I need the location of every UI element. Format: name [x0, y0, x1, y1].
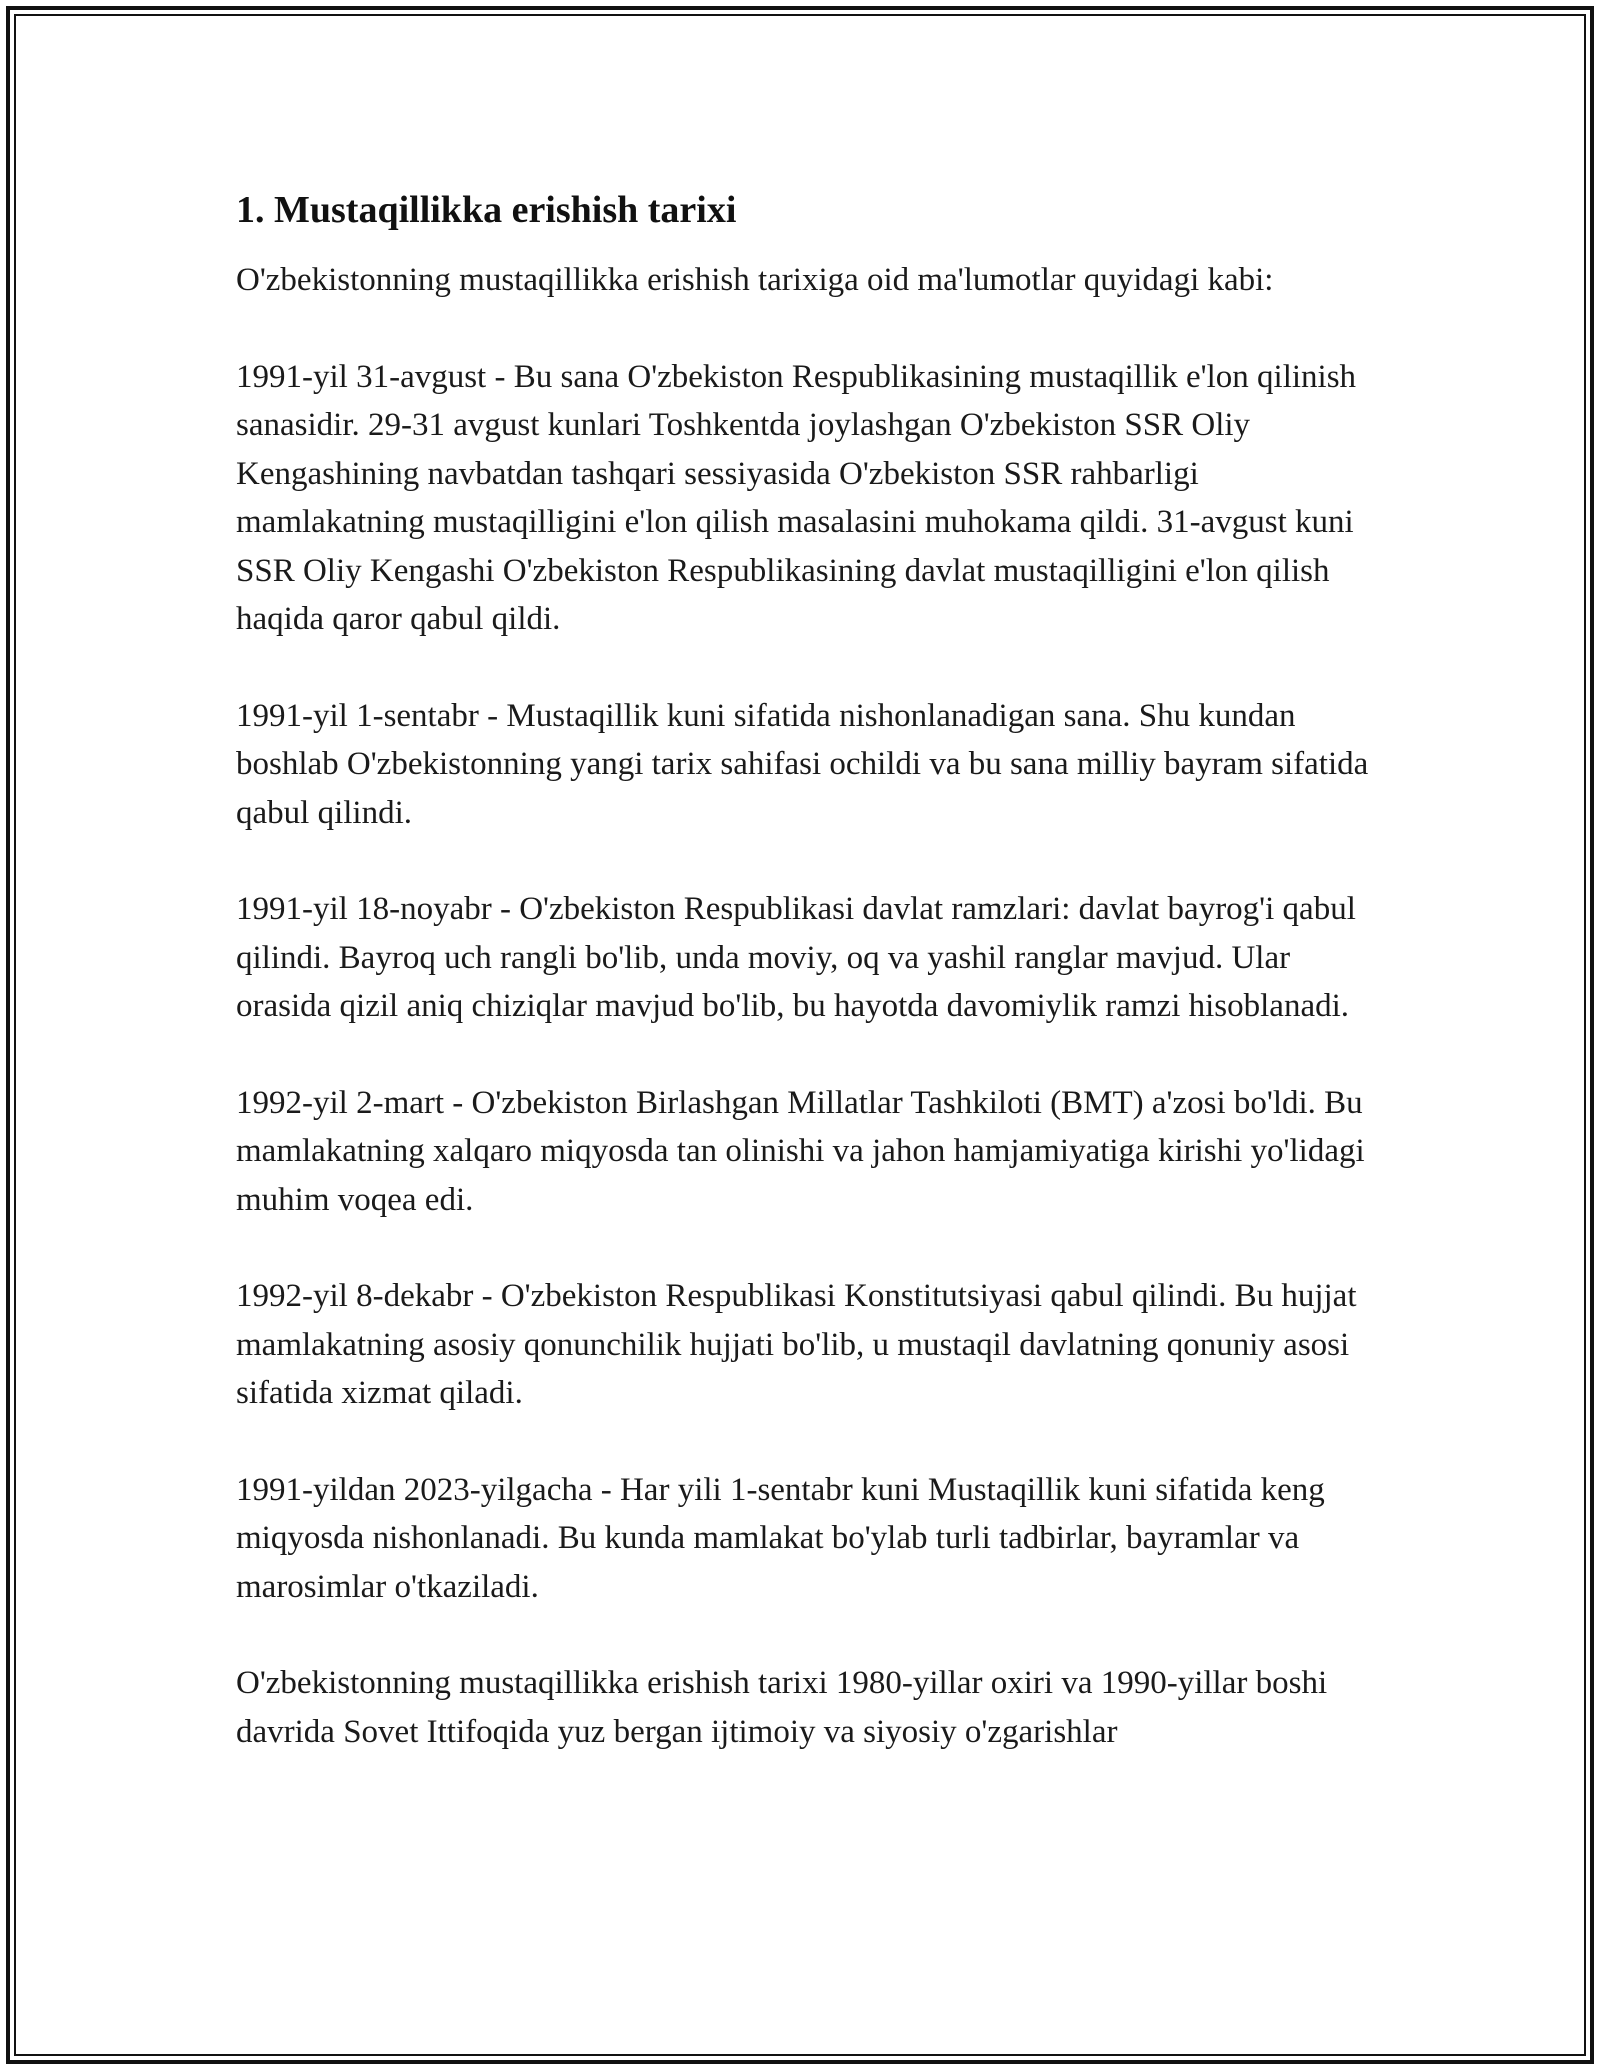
- section-title: 1. Mustaqillikka erishish tarixi: [236, 189, 737, 231]
- paragraph-1991-september: 1991-yil 1-sentabr - Mustaqillik kuni sifatida nishonlanadigan sana. Shu kundan boshlab O'zbekistonning yangi tarix sahifasi ochildi va bu sana milliy bayram sifatida qabul qilindi.: [236, 697, 1369, 831]
- document-body: [236, 186, 1376, 1804]
- intro-paragraph: O'zbekistonning mustaqillikka erishish tarixiga oid ma'lumotlar quyidagi kabi:: [236, 262, 1274, 298]
- paragraph-1992-december: 1992-yil 8-dekabr - O'zbekiston Respublikasi Konstitutsiyasi qabul qilindi. Bu hujjat mamlakatning asosiy qonunchilik hujjati bo'lib, u mustaqil davlatning qonuniy asosi sifatida xizmat qiladi.: [236, 1278, 1357, 1411]
- paragraph-closing: O'zbekistonning mustaqillikka erishish tarixi 1980-yillar oxiri va 1990-yillar boshi davrida Sovet Ittifoqida yuz bergan ijtimoiy va siyosiy o'zgarishlar: [236, 1665, 1328, 1750]
- paragraph-1991-november: 1991-yil 18-noyabr - O'zbekiston Respublikasi davlat ramzlari: davlat bayrog'i qabul qilindi. Bayroq uch rangli bo'lib, unda moviy, oq va yashil ranglar mavjud. Ular orasida qizil aniq chiziqlar mavjud bo'lib, bu hayotda davomiylik ramzi hisoblanadi.: [236, 891, 1356, 1024]
- paragraph-1992-march: 1992-yil 2-mart - O'zbekiston Birlashgan Millatlar Tashkiloti (BMT) a'zosi bo'ldi. Bu mamlakatning xalqaro miqyosda tan olinishi va jahon hamjamiyatiga kirishi yo'lidagi muhim voqea edi.: [236, 1084, 1365, 1218]
- paragraph-1991-august: 1991-yil 31-avgust - Bu sana O'zbekiston Respublikasining mustaqillik e'lon qilinish sanasidir. 29-31 avgust kunlari Toshkentda joylashgan O'zbekiston SSR Oliy Kengashining navbatdan tashqari sessiyasida O'zbekiston SSR rahbarligi mamlakatning mustaqilligini e'lon qilish masalasini muhokama qildi. 31-avgust kuni SSR Oliy Kengashi O'zbekiston Respublikasining davlat mustaqilligini e'lon qilish haqida qaror qabul qildi.: [236, 358, 1357, 637]
- paragraph-1991-2023: 1991-yildan 2023-yilgacha - Har yili 1-sentabr kuni Mustaqillik kuni sifatida keng miqyosda nishonlanadi. Bu kunda mamlakat bo'ylab turli tadbirlar, bayramlar va marosimlar o'tkaziladi.: [236, 1471, 1325, 1605]
